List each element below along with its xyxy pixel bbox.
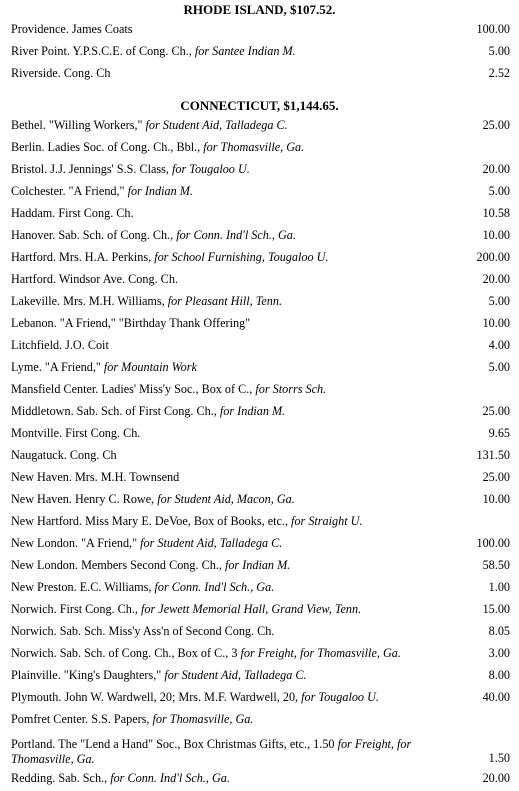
entry-purpose-text: for Conn. Ind'l Sch., Ga. (154, 580, 275, 594)
entry-purpose-text: for Freight, for Thomasville, Ga. (11, 737, 412, 766)
list-item (0, 578, 519, 600)
entry-donor-text: Norwich. Sab. Sch. Miss'y Ass'n of Second Cong. Ch. (11, 624, 275, 638)
entry-description (11, 228, 451, 243)
list-item (0, 292, 519, 314)
list-item (0, 314, 519, 336)
entry-purpose-text: for School Furnishing, Tougaloo U. (154, 250, 329, 264)
list-item (0, 732, 519, 769)
entry-donor-text: New Hartford. Miss Mary E. DeVoe, Box of Books, etc., (11, 514, 292, 528)
entry-donor-text: Riverside. Cong. Ch (11, 66, 111, 80)
entry-amount: 1.50 (488, 751, 510, 765)
entry-description (11, 690, 451, 705)
entry-amount: 3.00 (488, 646, 510, 660)
entry-amount: 5.00 (488, 44, 510, 58)
entry-description (11, 580, 451, 595)
entry-amount: 131.50 (476, 448, 510, 462)
entry-purpose-text: for Mountain Work (103, 360, 197, 374)
entry-donor-text: Providence. James Coats (11, 22, 133, 36)
entry-list (0, 20, 519, 86)
entry-description (11, 118, 451, 133)
entry-description (11, 646, 451, 661)
entry-description (11, 404, 451, 419)
entry-donor-text: Bristol. J.J. Jennings' S.S. Class, (11, 162, 173, 176)
entry-amount: 100.00 (476, 22, 510, 36)
entry-purpose-text: for Student Aid, Talladega C. (145, 118, 288, 132)
entry-amount: 4.00 (488, 338, 510, 352)
entry-amount: 5.00 (488, 294, 510, 308)
entry-amount: 15.00 (482, 602, 510, 616)
entry-donor-text: Norwich. First Cong. Ch., (11, 602, 142, 616)
list-item (0, 600, 519, 622)
list-item (0, 622, 519, 644)
entry-amount: 25.00 (482, 404, 510, 418)
list-item (0, 534, 519, 556)
entry-description (11, 140, 451, 155)
entry-amount: 5.00 (488, 360, 510, 374)
entry-donor-text: Lebanon. "A Friend," "Birthday Thank Offering" (11, 316, 251, 330)
entry-amount: 10.58 (482, 206, 510, 220)
entry-amount: 40.00 (482, 690, 510, 704)
entry-donor-text: New London. Members Second Cong. Ch., (11, 558, 225, 572)
entry-donor-text: Colchester. "A Friend," (11, 184, 128, 198)
list-item (0, 358, 519, 380)
entry-amount: 200.00 (476, 250, 510, 264)
entry-amount: 20.00 (482, 272, 510, 286)
entry-description (11, 206, 451, 221)
entry-description (11, 668, 451, 683)
entry-purpose-text: for Student Aid, Talladega C. (140, 536, 283, 550)
entry-description (11, 66, 451, 81)
entry-description (11, 338, 451, 353)
entry-description (11, 448, 451, 463)
list-item (0, 116, 519, 138)
entry-amount: 10.00 (482, 316, 510, 330)
entry-donor-text: Mansfield Center. Ladies' Miss'y Soc., Box of C., (11, 382, 256, 396)
entry-amount: 25.00 (482, 470, 510, 484)
list-item (0, 42, 519, 64)
entry-purpose-text: for Indian M. (219, 404, 286, 418)
list-item (0, 424, 519, 446)
list-item (0, 380, 519, 402)
entry-purpose-text: for Santee Indian M. (194, 44, 296, 58)
list-item (0, 468, 519, 490)
entry-description (11, 624, 451, 639)
entry-amount: 20.00 (482, 162, 510, 176)
entry-donor-text: New Haven. Henry C. Rowe, (11, 492, 158, 506)
entry-description (11, 22, 451, 37)
entry-description (11, 771, 451, 786)
list-item (0, 556, 519, 578)
entry-purpose-text: for Thomasville, Ga. (203, 140, 305, 154)
list-item (0, 160, 519, 182)
entry-purpose-text: for Conn. Ind'l Sch., Ga. (176, 228, 296, 242)
entry-description (11, 250, 451, 265)
entry-description (11, 602, 451, 617)
list-item (0, 336, 519, 358)
entry-purpose-text: for Pleasant Hill, Tenn. (167, 294, 283, 308)
list-item (0, 666, 519, 688)
list-item (0, 512, 519, 534)
entry-amount: 8.00 (488, 668, 510, 682)
entry-amount: 20.00 (482, 771, 510, 785)
entry-donor-text: Norwich. Sab. Sch. of Cong. Ch., Box of C., 3 (11, 646, 241, 660)
entry-purpose-text: for Straight U. (291, 514, 363, 528)
entry-description (11, 316, 451, 331)
entry-donor-text: Middletown. Sab. Sch. of First Cong. Ch., (11, 404, 220, 418)
entry-donor-text: Pomfret Center. S.S. Papers, (11, 712, 153, 726)
entry-donor-text: Lakeville. Mrs. M.H. Williams, (11, 294, 168, 308)
entry-donor-text: Litchfield. J.O. Coit (11, 338, 109, 352)
entry-purpose-text: for Freight, for Thomasville, Ga. (240, 646, 401, 660)
entry-purpose-text: for Student Aid, Talladega C. (164, 668, 307, 682)
list-item (0, 710, 519, 732)
entry-donor-text: Haddam. First Cong. Ch. (11, 206, 134, 220)
list-item (0, 182, 519, 204)
entry-description (11, 514, 451, 529)
entry-donor-text: Naugatuck. Cong. Ch (11, 448, 117, 462)
entry-amount: 100.00 (476, 536, 510, 550)
entry-description (11, 382, 451, 397)
entry-description (11, 294, 451, 309)
list-item (0, 20, 519, 42)
list-item (0, 402, 519, 424)
entry-description (11, 492, 451, 507)
entry-donor-text: River Point. Y.P.S.C.E. of Cong. Ch., (11, 44, 195, 58)
list-item (0, 64, 519, 86)
entry-donor-text: Berlin. Ladies Soc. of Cong. Ch., Bbl., (11, 140, 204, 154)
list-item (0, 688, 519, 710)
entry-description (11, 162, 451, 177)
entry-donor-text: Montville. First Cong. Ch. (11, 426, 141, 440)
entry-purpose-text: for Indian M. (127, 184, 193, 198)
entry-purpose-text: for Tougaloo U. (172, 162, 250, 176)
entry-description (11, 44, 451, 59)
entry-amount: 5.00 (488, 184, 510, 198)
entry-amount: 25.00 (482, 118, 510, 132)
entry-donor-text: Lyme. "A Friend," (11, 360, 104, 374)
entry-donor-text: Hartford. Mrs. H.A. Perkins, (11, 250, 155, 264)
section-title: RHODE ISLAND, $107.52. (183, 2, 336, 17)
entry-purpose-text: for Tougaloo U. (301, 690, 379, 704)
section-gap (0, 86, 519, 96)
entry-donor-text: Portland. The "Lend a Hand" Soc., Box Christmas Gifts, etc., 1.50 (11, 737, 338, 751)
entry-description (11, 712, 451, 727)
entry-purpose-text: for Thomasville, Ga. (152, 712, 254, 726)
entry-amount: 1.00 (488, 580, 510, 594)
list-item (0, 138, 519, 160)
list-item (0, 248, 519, 270)
entry-amount: 9.65 (488, 426, 510, 440)
entry-description (11, 558, 451, 573)
entry-purpose-text: for Indian M. (224, 558, 291, 572)
list-item (0, 446, 519, 468)
entry-amount: 8.05 (488, 624, 510, 638)
entry-description (11, 360, 451, 375)
entry-purpose-text: for Student Aid, Macon, Ga. (157, 492, 295, 506)
entry-donor-text: Plainville. "King's Daughters," (11, 668, 165, 682)
section-connecticut (0, 96, 519, 791)
list-item (0, 490, 519, 512)
entry-donor-text: Hanover. Sab. Sch. of Cong. Ch., (11, 228, 177, 242)
entry-purpose-text: for Jewett Memorial Hall, Grand View, Tenn. (141, 602, 362, 616)
list-item (0, 204, 519, 226)
entry-amount: 10.00 (482, 492, 510, 506)
entry-donor-text: Hartford. Windsor Ave. Cong. Ch. (11, 272, 178, 286)
section-rhode-island (0, 0, 519, 86)
section-title: CONNECTICUT, $1,144.65. (180, 98, 339, 113)
entry-purpose-text: for Storrs Sch. (255, 382, 327, 396)
list-item (0, 270, 519, 292)
entry-amount: 58.50 (482, 558, 510, 572)
entry-donor-text: Bethel. "Willing Workers," (11, 118, 146, 132)
entry-description (11, 184, 451, 199)
entry-description (11, 272, 451, 287)
list-item (0, 226, 519, 248)
entry-donor-text: New Preston. E.C. Williams, (11, 580, 155, 594)
entry-amount: 10.00 (482, 228, 510, 242)
entry-donor-text: New Haven. Mrs. M.H. Townsend (11, 470, 180, 484)
entry-description (11, 426, 451, 441)
entry-purpose-text: for Conn. Ind'l Sch., Ga. (110, 771, 230, 785)
entry-description (11, 737, 451, 767)
list-item (0, 644, 519, 666)
entry-donor-text: New London. "A Friend," (11, 536, 141, 550)
entry-list (0, 116, 519, 791)
entry-donor-text: Redding. Sab. Sch., (11, 771, 111, 785)
entry-donor-text: Plymouth. John W. Wardwell, 20; Mrs. M.F. Wardwell, 20, (11, 690, 302, 704)
entry-description (11, 470, 451, 485)
entry-description (11, 536, 451, 551)
entry-amount: 2.52 (488, 66, 510, 80)
